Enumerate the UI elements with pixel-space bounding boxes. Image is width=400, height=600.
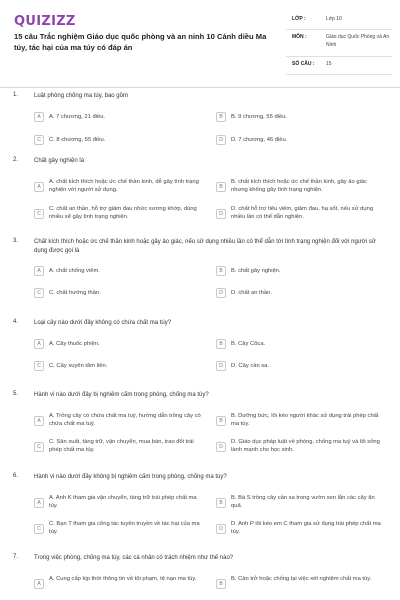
option-text: A. 7 chương, 21 điều. (49, 114, 106, 120)
option-text: A. Cung cấp kịp thời thông tin về tội phạm, tệ nạn ma túy. (49, 576, 197, 582)
option-text: C. 8 chương, 55 điều. (49, 137, 106, 143)
option-letter: C (34, 135, 44, 145)
option-letter: A (34, 339, 44, 349)
question-number: 5. (13, 391, 19, 397)
option-letter: A (34, 112, 44, 122)
option-letter: A (34, 498, 44, 508)
option-text: B. Cây Côca. (231, 341, 266, 347)
question-number: 2. (13, 157, 19, 163)
worksheet-header (0, 0, 400, 88)
option-letter: C (34, 524, 44, 534)
question-number: 7. (13, 554, 19, 560)
option-letter: B (216, 416, 226, 426)
question-text: Chất kích thích hoặc ức chế thần kinh hoặc gây ảo giác, nếu sử dụng nhiều lần có thể dẫn tới tình trạng nghiện đối với người sử dụng được gọi là (34, 239, 376, 254)
meta-value: Giáo dục Quốc Phòng và An Ninh (326, 34, 390, 48)
option-letter: D (216, 442, 226, 452)
option-letter: D (216, 524, 226, 534)
meta-label: SỐ CÂU : (292, 61, 315, 67)
question-text: Loại cây nào dưới đây không có chứa chất ma túy? (34, 320, 172, 326)
option-text: A. Trồng cây có chứa chất ma tuý, hướng dẫn trồng cây có chứa chất ma tuý. (49, 413, 201, 428)
option-text: B. Cản trở hoặc chống lại việc xét nghiệm chất ma túy. (231, 576, 372, 582)
question-text: Trong việc phòng, chống ma túy, các cá nhân có trách nhiệm như thế nào? (34, 555, 234, 561)
meta-value: 15 (326, 61, 332, 67)
option-text: B. chất gây nghiện. (231, 268, 281, 274)
option-text: C. chất hướng thần. (49, 290, 101, 296)
option-text: D. 7 chương, 46 điều. (231, 137, 288, 143)
option-letter: D (216, 135, 226, 145)
meta-label: LỚP : (292, 16, 306, 22)
option-letter: B (216, 579, 226, 589)
option-text: C. Cây xuyên tâm liên. (49, 363, 108, 369)
option-text: A. Cây thuốc phiện. (49, 341, 100, 347)
option-letter: C (34, 209, 44, 219)
question-number: 1. (13, 92, 19, 98)
option-letter: D (216, 209, 226, 219)
option-letter: B (216, 266, 226, 276)
option-letter: A (34, 266, 44, 276)
option-letter: B (216, 498, 226, 508)
option-text: C. Sản xuất, tàng trữ, vận chuyển, mua bán, trao đổi trái phép chất ma túy. (49, 439, 194, 454)
option-letter: B (216, 339, 226, 349)
worksheet-title: 15 câu Trắc nghiệm Giáo dục quốc phòng và an ninh 10 Cánh diều Ma túy, tác hại của ma túy có đáp án (14, 32, 267, 52)
option-letter: D (216, 361, 226, 371)
option-text: B. Dưỡng bức, lôi kéo người khác sử dụng trái phép chất ma túy. (231, 413, 379, 428)
option-letter: C (34, 442, 44, 452)
option-letter: B (216, 112, 226, 122)
option-letter: A (34, 579, 44, 589)
option-text: A. chất chống viêm. (49, 268, 100, 274)
question-text: Luật phòng chống ma túy, bao gồm (34, 93, 128, 99)
option-text: B. chất kích thích hoặc ức chế thần kinh, gây ảo giác nhưng không gây tình trạng nghiện. (231, 179, 368, 194)
question-text: Hành vi nào dưới đây không bị nghiêm cấm trong phòng, chống ma túy? (34, 474, 227, 480)
option-letter: A (34, 416, 44, 426)
meta-label: MÔN : (292, 34, 307, 40)
option-text: C. Bạn T tham gia công tác tuyên truyền về tác hại của ma túy. (49, 521, 200, 536)
option-letter: C (34, 288, 44, 298)
question-text: Hành vi nào dưới đây bị nghiêm cấm trong phòng, chống ma túy? (34, 392, 209, 398)
option-letter: D (216, 288, 226, 298)
meta-info-box (286, 12, 392, 75)
option-text: C. chất an thần, hỗ trợ giảm đau nhức xương khớp, dùng nhiều sẽ gây tình trạng nghiện. (49, 206, 197, 221)
option-text: D. Cây cần sa. (231, 363, 270, 369)
option-text: B. 9 chương, 55 điều. (231, 114, 288, 120)
option-text: D. Giáo dục pháp luật về phòng, chống ma tuý và lối sống lành mạnh cho học sinh. (231, 439, 380, 454)
option-letter: A (34, 182, 44, 192)
question-number: 4. (13, 319, 19, 325)
meta-row-grade (286, 12, 392, 30)
option-text: D. chất hỗ trợ tiêu viêm, giảm đau, hạ sốt, nếu sử dụng nhiều lần có thể dẫn nghiện. (231, 206, 374, 221)
option-text: B. Bà S trồng cây cần sa trong vườn xen lẫn các cây ăn quả. (231, 495, 375, 510)
question-number: 3. (13, 238, 19, 244)
meta-row-count (286, 57, 392, 75)
option-text: A. Anh K tham gia vận chuyển, tàng trữ trái phép chất ma túy. (49, 495, 197, 510)
option-letter: C (34, 361, 44, 371)
option-text: D. chất an thần. (231, 290, 272, 296)
meta-row-subject (286, 30, 392, 57)
option-letter: B (216, 182, 226, 192)
question-number: 6. (13, 473, 19, 479)
option-text: A. chất kích thích hoặc ức chế thần kinh, dễ gây tình trạng nghiện với người sử dụng. (49, 179, 199, 194)
option-text: D. Anh P lôi kéo em C tham gia sử dụng trái phép chất ma túy. (231, 521, 381, 536)
quizizz-logo: QUIZIZZ (14, 14, 76, 29)
question-text: Chất gây nghiện là (34, 158, 85, 164)
meta-value: Lớp 10 (326, 16, 342, 22)
